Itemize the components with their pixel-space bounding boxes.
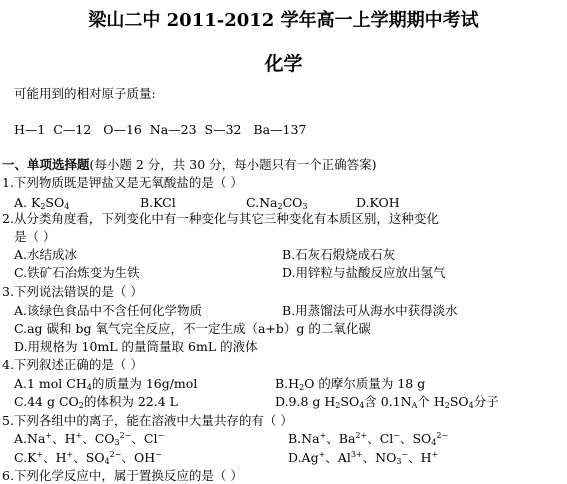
q1-option-a: A. $K_2SO_4$ [14,195,70,211]
subject-title: 化学 [264,53,303,75]
q5-option-b: B.Na+、$Ba^{2+}$、Cl−、$SO_4^{2-}$ [288,431,449,447]
q2-option-b: B.石灰石煅烧成石灰 [282,247,396,262]
exam-title: 梁山二中 2011-2012 学年高一上学期期中考试 [88,10,479,31]
q4-option-d: D.9.8 g $H_2SO_4$含 $0.1N_A$个 $H_2SO_4$分子 [275,394,499,410]
q2-option-c: C.铁矿石冶炼变为生铁 [14,265,140,280]
question-2-stem-cont: 是（ ） [14,229,56,244]
question-2-stem: 2.从分类角度看，下列变化中有一种变化与其它三种变化有本质区别，这种变化 [2,211,439,226]
q3-option-d: D.用规格为 10mL 的量筒量取 6mL 的液体 [14,339,258,354]
section-heading [2,157,377,173]
q5-option-a: A.Na+、H+、$CO_3^{2-}$、Cl− [14,431,165,447]
atomic-mass-label: 可能用到的相对原子质量: [14,86,156,101]
q3-option-a: A.该绿色食品中不含任何化学物质 [14,303,203,318]
q5-option-d: D.Ag+、$Al^{3+}$、$NO_3^-$、H+ [288,450,439,466]
q1-option-d: D.KOH [356,195,400,210]
section-note: (每小题 2 分，共 30 分，每小题只有一个正确答案) [89,157,377,172]
q4-option-a: A.1 mol $CH_4$的质量为 16g/mol [14,376,198,392]
question-6-stem: 6.下列化学反应中，属于置换反应的是（ ） [2,468,243,483]
q4-option-c: C.44 g $CO_2$的体积为 22.4 L [14,394,178,410]
question-1-stem: 1.下列物质既是钾盐又是无氧酸盐的是（ ） [2,175,243,190]
q1-option-c: $C.Na_2CO_3$ [246,195,308,211]
atomic-mass-list: H—1 C—12 O—16 Na—23 S—32 Ba—137 [14,122,307,137]
q3-option-c: C.ag 碳和 bg 氧气完全反应，不一定生成（a+b）g 的二氧化碳 [14,321,371,336]
q2-option-d: D.用锌粒与盐酸反应放出氢气 [282,265,446,280]
q3-option-b: B.用蒸馏法可从海水中获得淡水 [282,303,458,318]
q1-option-b: B.KCl [140,195,176,210]
question-5-stem: 5.下列各组中的离子，能在溶液中大量共存的有（ ） [2,413,293,428]
q5-option-c: C.K+、H+、$SO_4^{2-}$、OH− [14,450,162,466]
q4-option-b: $B.H_2O$ 的摩尔质量为 18 g [275,376,426,392]
section-title: 一、单项选择题 [2,157,90,172]
question-4-stem: 4.下列叙述正确的是（ ） [2,357,143,372]
q2-option-a: A.水结成冰 [14,247,78,262]
question-3-stem: 3.下列说法错误的是（ ） [2,284,143,299]
